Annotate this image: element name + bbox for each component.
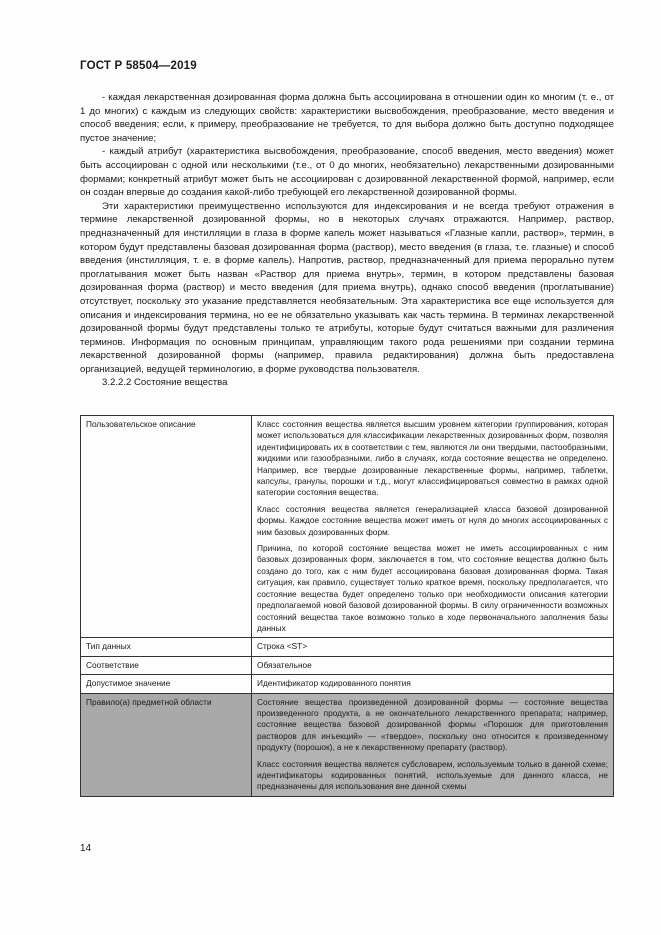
row-value (252, 416, 614, 638)
row-value: Обязательное (252, 656, 614, 674)
row-value: Строка <ST> (252, 638, 614, 656)
cell-paragraph: Класс состояния вещества является генерализацией класса базовой дозированной формы. Каждое состояние вещества может иметь от нуля до многих ассоциированных с ним базовых дозированных форм. (257, 503, 608, 537)
cell-paragraph: Причина, по которой состояние вещества может не иметь ассоциированных с ним базовых дозированных форм, заключается в том, что состояние вещества должно быть создано до того, как с ним будет ассоциирована базовая дозированная форма. Такая ситуация, как правило, существует только краткое время, поскольку предполагается, что состояние вещества будет определено только при необходимости описания категории предполагаемой новой базовой дозированной формы. В силу ограниченности возможных состояний вещества такое возможно только в ходе первоначального заполнения базы данных (257, 543, 608, 633)
subsection-title: 3.2.2.2 Состояние вещества (102, 377, 228, 389)
attribute-table (80, 415, 614, 797)
row-value (252, 693, 614, 796)
table-row (81, 638, 614, 656)
page-number: 14 (80, 843, 92, 854)
table-row (81, 693, 614, 796)
row-label: Тип данных (81, 638, 252, 656)
table-row (81, 675, 614, 693)
table-row (81, 416, 614, 638)
row-value: Идентификатор кодированного понятия (252, 675, 614, 693)
document-header: ГОСТ Р 58504—2019 (80, 60, 197, 72)
row-label: Правило(а) предметной области (81, 693, 252, 796)
cell-paragraph: Состояние вещества произведенной дозированной формы — состояние вещества произведенного продукта, а не окончательного лекарственного препарата; например, состояние вещества базовой дозированной формы «Порошок для приготовления растворов для инъекций» — «твердое», поскольку оно относится к произведенному продукту (порошок), а не к лекарственному препарату (раствор). (257, 696, 608, 753)
cell-paragraph: Класс состояния вещества является субсловарем, используемым только в данной схеме; идентификаторы кодированных понятий, используемые для данного класса, не предназначены для использования вне данной схемы (257, 758, 608, 792)
paragraph: - каждая лекарственная дозированная форма должна быть ассоциирована в отношении один ко многим (т. е., от 1 до многих) с каждым из следующих свойств: характеристики высвобождения, преобразование, место введения и способ введения; если, к примеру, преобразование не требуется, то для выбора должно быть доступно подходящее пустое значение; (80, 92, 614, 144)
paragraph: - каждый атрибут (характеристика высвобождения, преобразование, способ введения, место введения) может быть ассоциирован с одной или несколькими (т.е., от 0 до многих, необязательно) лекарственными дозированными формами; конкретный атрибут может быть не ассоциирован с дозированной лекарственной формой, например, если он создан впервые до создания какой-либо требующей его лекарственной дозированной формы. (80, 146, 614, 199)
row-label: Соответствие (81, 656, 252, 674)
body-text (80, 91, 614, 390)
cell-paragraph: Класс состояния вещества является высшим уровнем категории группирования, которая может использоваться для классификации лекарственных дозированных форм, позволяя идентифицировать их в соответствии с тем, являются ли они твердыми, пастообразными, жидкими или газообразными, либо в случаях, когда состояние вещества не определено. Например, все твердые дозированные лекарственные формы, например, таблетки, капсулы, гранулы, порошки и т.д., могут классифицироваться совместно в рамках одной категории состояния вещества. (257, 419, 608, 498)
row-label: Допустимое значение (81, 675, 252, 693)
paragraph: Эти характеристики преимущественно используются для индексирования и не всегда требуют отражения в термине лекарственной дозированной формы, но в некоторых случаях отражаются. Например, раствор, предназначенный для инстилляции в глаза в форме капель может называться «Глазные капли, раствор», термин, в котором будут представлены базовая дозированная форма (раствор), место введения (в глаза, т.е. глазные) и способ введения (инстилляция, т. е. в форме капель). Напротив, раствор, предназначенный для приема перорально путем проглатывания может быть назван «Раствор для приема внутрь», термин, в котором представлены базовая дозированная форма (раствор) и место введения (для приема внутрь), однако способ введения (проглатывание) отсутствует, поскольку это указание представляется необязательным. Эта характеристика все еще используется для описания и индексирования термина, но ее не обязательно указывать как часть термина. В терминах лекарственной дозированной формы будут представлены только те атрибуты, которые будут считаться важными для различения терминов. Информация по основным принципам, управляющим такого рода решениями при создании термина лекарственной дозированной формы (например, правила редактирования) должна быть предоставлена организацией, ведущей терминологию, в форме руководства пользователя. (80, 200, 614, 375)
table-row (81, 656, 614, 674)
row-label: Пользовательское описание (81, 416, 252, 638)
